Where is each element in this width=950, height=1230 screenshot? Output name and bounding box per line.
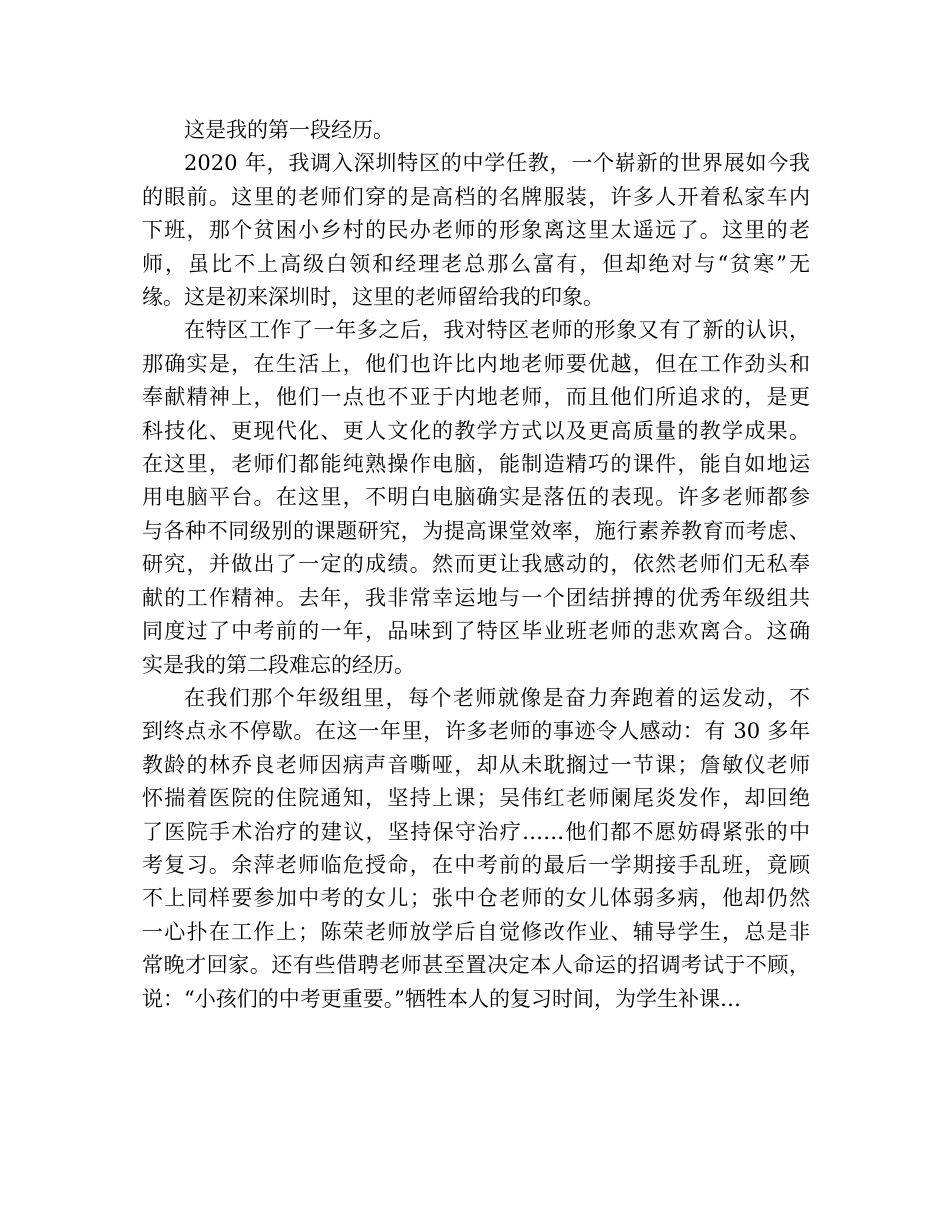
text-line: 与各种不同级别的课题研究，为提高课堂效率，施行素养教育而考虑、 (142, 518, 810, 543)
text-line: 献的工作精神。去年，我非常幸运地与一个团结拼搏的优秀年级组共 (142, 585, 810, 610)
text-line: 常晚才回家。还有些借聘老师甚至置决定本人命运的招调考试于不顾， (142, 953, 810, 978)
text-line: 缘。这是初来深圳时，这里的老师留给我的印象。 (142, 285, 604, 310)
text-line: 考复习。余萍老师临危授命，在中考前的最后一学期接手乱班，竟顾 (142, 852, 810, 877)
paragraph-3 (142, 314, 810, 681)
text-line: 不上同样要参加中考的女儿；张中仓老师的女儿体弱多病，他却仍然 (142, 886, 810, 911)
text-line: 这是我的第一段经历。 (184, 118, 394, 142)
paragraph-2 (142, 147, 810, 314)
text-line: 用电脑平台。在这里，不明白电脑确实是落伍的表现。许多老师都参 (142, 485, 810, 510)
text-line: 到终点永不停歇。在这一年里，许多老师的事迹令人感动：有 30 多年 (142, 719, 810, 744)
document-body (142, 114, 810, 1016)
text-line: 教龄的林乔良老师因病声音嘶哑，却从未耽搁过一节课；詹敏仪老师 (142, 752, 810, 777)
text-line: 下班，那个贫困小乡村的民办老师的形象离这里太遥远了。这里的老 (142, 218, 810, 243)
text-line: 在特区工作了一年多之后，我对特区老师的形象又有了新的认识， (184, 318, 810, 343)
text-line: 2020 年，我调入深圳特区的中学任教，一个崭新的世界展如今我 (184, 151, 810, 176)
text-line: 研究，并做出了一定的成绩。然而更让我感动的，依然老师们无私奉 (142, 552, 810, 577)
text-line: 那确实是，在生活上，他们也许比内地老师要优越，但在工作劲头和 (142, 351, 810, 376)
text-line: 一心扑在工作上；陈荣老师放学后自觉修改作业、辅导学生，总是非 (142, 919, 810, 944)
text-line: 奉献精神上，他们一点也不亚于内地老师，而且他们所追求的，是更 (142, 385, 810, 410)
text-line: 科技化、更现代化、更人文化的教学方式以及更高质量的教学成果。 (142, 418, 810, 443)
text-line: 在这里，老师们都能纯熟操作电脑，能制造精巧的课件，能自如地运 (142, 452, 810, 477)
text-line: 怀揣着医院的住院通知，坚持上课；吴伟红老师阑尾炎发作，却回绝 (142, 786, 810, 811)
text-line: 在我们那个年级组里，每个老师就像是奋力奔跑着的运发动，不 (184, 685, 810, 710)
text-line: 实是我的第二段难忘的经历。 (142, 652, 415, 677)
text-line: 了医院手术治疗的建议，坚持保守治疗……他们都不愿妨碍紧张的中 (142, 819, 810, 844)
paragraph-4 (142, 682, 810, 1016)
text-line: 师，虽比不上高级白领和经理老总那么富有，但却绝对与“贫寒”无 (142, 251, 810, 276)
text-line: 的眼前。这里的老师们穿的是高档的名牌服装，许多人开着私家车内 (142, 184, 810, 209)
text-line: 同度过了中考前的一年，品味到了特区毕业班老师的悲欢离合。这确 (142, 619, 810, 644)
text-line: 说：“小孩们的中考更重要。”牺牲本人的复习时间，为学生补课… (142, 986, 741, 1011)
paragraph-1 (142, 114, 810, 147)
